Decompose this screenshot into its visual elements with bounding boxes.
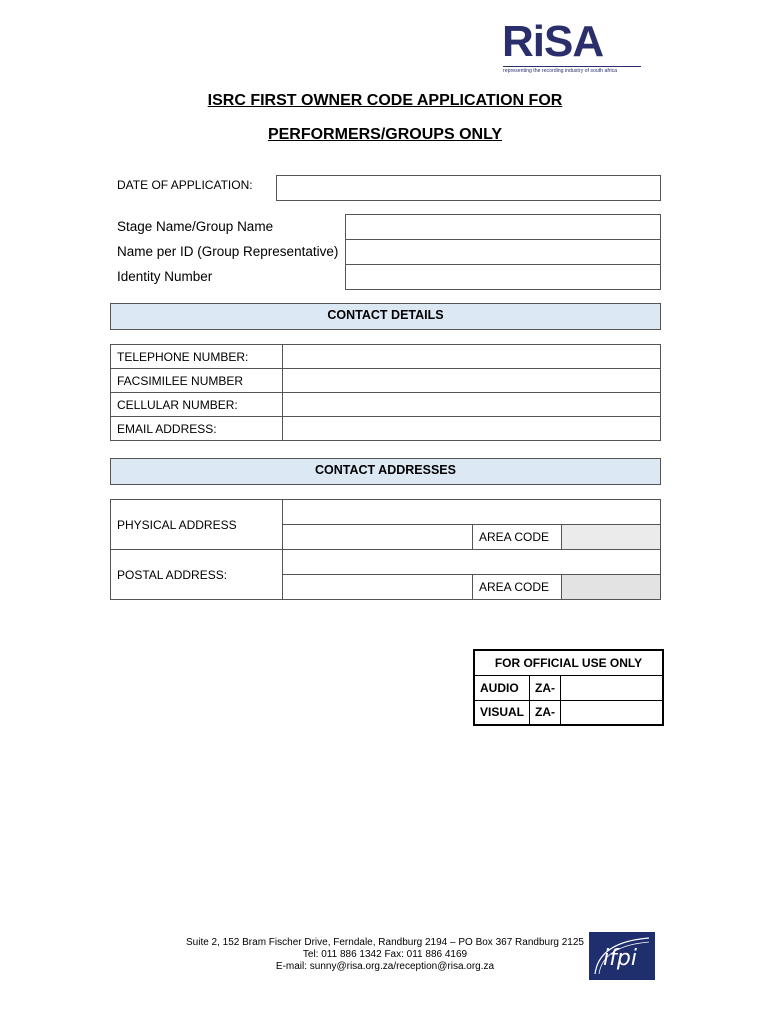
cellular-field[interactable]	[283, 393, 661, 417]
email-field[interactable]	[283, 417, 661, 441]
physical-address-label: PHYSICAL ADDRESS	[111, 500, 283, 550]
physical-area-code-label: AREA CODE	[473, 525, 562, 550]
identity-number-field[interactable]	[345, 264, 661, 290]
contact-details-table	[110, 344, 661, 441]
table-row	[474, 650, 663, 675]
footer-email: E-mail: sunny@risa.org.za/reception@risa.org.za	[275, 961, 495, 972]
risa-logo-tagline: representing the recording industry of south africa	[503, 66, 641, 74]
stage-name-field[interactable]	[345, 214, 661, 240]
visual-prefix: ZA-	[530, 700, 561, 725]
name-per-id-label: Name per ID (Group Representative)	[117, 244, 339, 259]
table-row	[111, 500, 661, 525]
audio-prefix: ZA-	[530, 675, 561, 700]
audio-code-field[interactable]	[561, 675, 663, 700]
official-use-heading: FOR OFFICIAL USE ONLY	[474, 650, 663, 675]
name-per-id-field[interactable]	[345, 239, 661, 265]
date-of-application-field[interactable]	[276, 175, 661, 201]
contact-details-heading: CONTACT DETAILS	[110, 303, 661, 330]
table-row	[111, 550, 661, 575]
postal-address-field[interactable]	[283, 550, 661, 575]
page-title-line2: PERFORMERS/GROUPS ONLY	[267, 126, 503, 143]
telephone-label: TELEPHONE NUMBER:	[111, 345, 283, 369]
risa-logo-text: RiSA	[502, 17, 604, 66]
ifpi-logo-text: ifpi	[603, 946, 637, 971]
identity-number-label: Identity Number	[117, 269, 213, 284]
table-row	[474, 700, 663, 725]
footer-phones: Tel: 011 886 1342 Fax: 011 886 4169	[302, 949, 468, 960]
physical-address-field[interactable]	[283, 500, 661, 525]
physical-area-code-field[interactable]	[562, 525, 661, 550]
email-label: EMAIL ADDRESS:	[111, 417, 283, 441]
ifpi-logo	[589, 932, 655, 980]
visual-code-field[interactable]	[561, 700, 663, 725]
contact-addresses-table	[110, 499, 661, 600]
table-row	[111, 417, 661, 441]
table-row	[474, 675, 663, 700]
visual-label: VISUAL	[474, 700, 530, 725]
table-row	[111, 369, 661, 393]
stage-name-label: Stage Name/Group Name	[117, 219, 274, 234]
fax-label: FACSIMILEE NUMBER	[111, 369, 283, 393]
fax-field[interactable]	[283, 369, 661, 393]
audio-label: AUDIO	[474, 675, 530, 700]
contact-addresses-heading: CONTACT ADDRESSES	[110, 458, 661, 485]
official-use-table	[473, 649, 664, 726]
risa-logo	[502, 17, 642, 78]
postal-area-code-field[interactable]	[562, 575, 661, 600]
page-title-line1: ISRC FIRST OWNER CODE APPLICATION FOR	[207, 92, 563, 109]
postal-address-label: POSTAL ADDRESS:	[111, 550, 283, 600]
telephone-field[interactable]	[283, 345, 661, 369]
physical-address-line2[interactable]	[283, 525, 473, 550]
table-row	[111, 393, 661, 417]
footer-address: Suite 2, 152 Bram Fischer Drive, Ferndale, Randburg 2194 – PO Box 367 Randburg 2125	[185, 937, 584, 948]
date-of-application-label: DATE OF APPLICATION:	[117, 178, 253, 192]
footer	[160, 937, 610, 973]
postal-area-code-label: AREA CODE	[473, 575, 562, 600]
postal-address-line2[interactable]	[283, 575, 473, 600]
table-row	[111, 345, 661, 369]
cellular-label: CELLULAR NUMBER:	[111, 393, 283, 417]
